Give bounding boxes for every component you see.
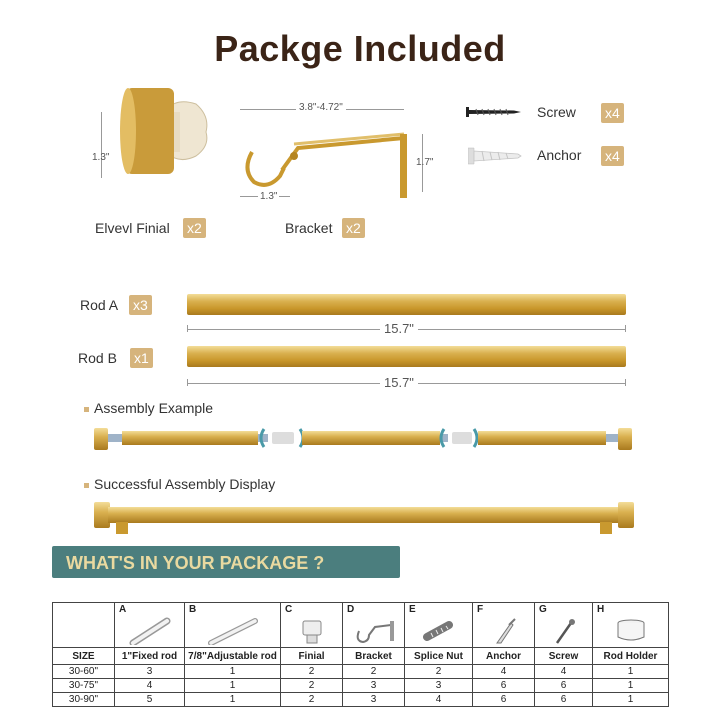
table-cell: 1 (593, 679, 669, 693)
screw-icon (466, 104, 522, 120)
column-header-bracket: Bracket (343, 648, 405, 665)
rod-b-label: Rod B (78, 350, 117, 366)
rod-holder-icon (593, 617, 669, 645)
column-header-finial: Finial (281, 648, 343, 665)
table-row (53, 665, 669, 679)
finial-dim-line (101, 112, 102, 178)
package-banner: WHAT'S IN YOUR PACKAGE ? (52, 546, 400, 578)
table-cell: 1 (185, 665, 281, 679)
package-table (52, 602, 669, 707)
adjustable-rod-cell (185, 603, 281, 648)
finial-qty-badge: x2 (183, 218, 206, 238)
table-cell: 30-60" (53, 665, 115, 679)
column-letter: E (409, 604, 416, 615)
column-letter: F (477, 604, 484, 615)
rod-b-dim-tick-left (187, 379, 188, 386)
table-cell: 30-75" (53, 679, 115, 693)
bracket-bottom-dim: 1.3" (260, 191, 278, 202)
anchor-icon-small (473, 617, 535, 645)
table-cell: 6 (535, 693, 593, 707)
table-cell: 1 (593, 665, 669, 679)
column-header-rod-holder: Rod Holder (593, 648, 669, 665)
finial-label: Elvevl Finial (95, 220, 170, 236)
table-cell: 3 (115, 665, 185, 679)
bracket-side-dim: 1.7" (416, 157, 434, 168)
screw-qty-badge: x4 (601, 103, 624, 123)
column-letter: D (347, 604, 355, 615)
splice-nut-cell (405, 603, 473, 648)
table-cell: 4 (535, 665, 593, 679)
table-cell: 2 (281, 665, 343, 679)
table-cell: 6 (473, 679, 535, 693)
finial-image (118, 86, 218, 176)
table-cell: 30-90" (53, 693, 115, 707)
table-cell: 4 (115, 679, 185, 693)
column-header-fixed-rod: 1"Fixed rod (115, 648, 185, 665)
anchor-qty-badge: x4 (601, 146, 624, 166)
page-title: Packge Included (214, 28, 506, 69)
adjustable-rod-icon (185, 617, 281, 645)
column-header-screw: Screw (535, 648, 593, 665)
column-letter: C (285, 604, 293, 615)
table-cell: 6 (473, 693, 535, 707)
rod-b-image (187, 346, 626, 367)
table-row (53, 679, 669, 693)
rod-b-qty-badge: x1 (130, 348, 153, 368)
table-cell: 6 (535, 679, 593, 693)
successful-assembly-heading: Successful Assembly Display (84, 476, 275, 492)
splice-nut-icon (405, 617, 473, 645)
bracket-cell (343, 603, 405, 648)
table-cell: 4 (405, 693, 473, 707)
rod-a-dim-tick-right (625, 325, 626, 332)
bracket-top-dim: 3.8"-4.72" (296, 102, 346, 113)
fixed-rod-icon (115, 617, 185, 645)
table-cell: 2 (343, 665, 405, 679)
rod-b-dim-tick-right (625, 379, 626, 386)
table-cell: 1 (185, 679, 281, 693)
column-header-anchor: Anchor (473, 648, 535, 665)
anchor-label: Anchor (537, 147, 582, 163)
table-cell: 1 (593, 693, 669, 707)
column-header-size: SIZE (53, 648, 115, 665)
table-header-row (53, 648, 669, 665)
rod-a-length: 15.7" (380, 321, 418, 336)
fixed-rod-cell (115, 603, 185, 648)
table-cell: 2 (281, 679, 343, 693)
rod-a-label: Rod A (80, 297, 119, 313)
screw-label: Screw (537, 104, 576, 120)
bracket-label: Bracket (285, 220, 333, 236)
rod-a-dim-tick-left (187, 325, 188, 332)
screw-cell (535, 603, 593, 648)
table-cell: 5 (115, 693, 185, 707)
anchor-icon (468, 146, 522, 166)
successful-assembly-image (94, 496, 634, 536)
finial-dim: 1.3" (92, 152, 110, 163)
anchor-cell (473, 603, 535, 648)
column-letter: B (189, 604, 197, 615)
rod-a-qty-badge: x3 (129, 295, 152, 315)
column-header-splice-nut: Splice Nut (405, 648, 473, 665)
table-corner-cell (53, 603, 115, 648)
rod-a-image (187, 294, 626, 315)
table-cell: 3 (405, 679, 473, 693)
column-header-adjustable-rod: 7/8"Adjustable rod (185, 648, 281, 665)
bracket-image (236, 124, 416, 200)
table-cell: 2 (405, 665, 473, 679)
column-letter: H (597, 604, 605, 615)
finial-icon (281, 617, 343, 645)
column-letter: A (119, 604, 127, 615)
finial-cell (281, 603, 343, 648)
table-cell: 3 (343, 693, 405, 707)
rod-holder-cell (593, 603, 669, 648)
table-cell: 2 (281, 693, 343, 707)
assembly-example-heading: Assembly Example (84, 400, 213, 416)
table-row (53, 693, 669, 707)
table-cell: 1 (185, 693, 281, 707)
column-letter: G (539, 604, 547, 615)
bracket-icon (343, 617, 405, 645)
rod-b-length: 15.7" (380, 375, 418, 390)
table-cell: 3 (343, 679, 405, 693)
assembly-example-image (94, 420, 634, 456)
table-cell: 4 (473, 665, 535, 679)
screw-icon-small (535, 617, 593, 645)
bracket-qty-badge: x2 (342, 218, 365, 238)
